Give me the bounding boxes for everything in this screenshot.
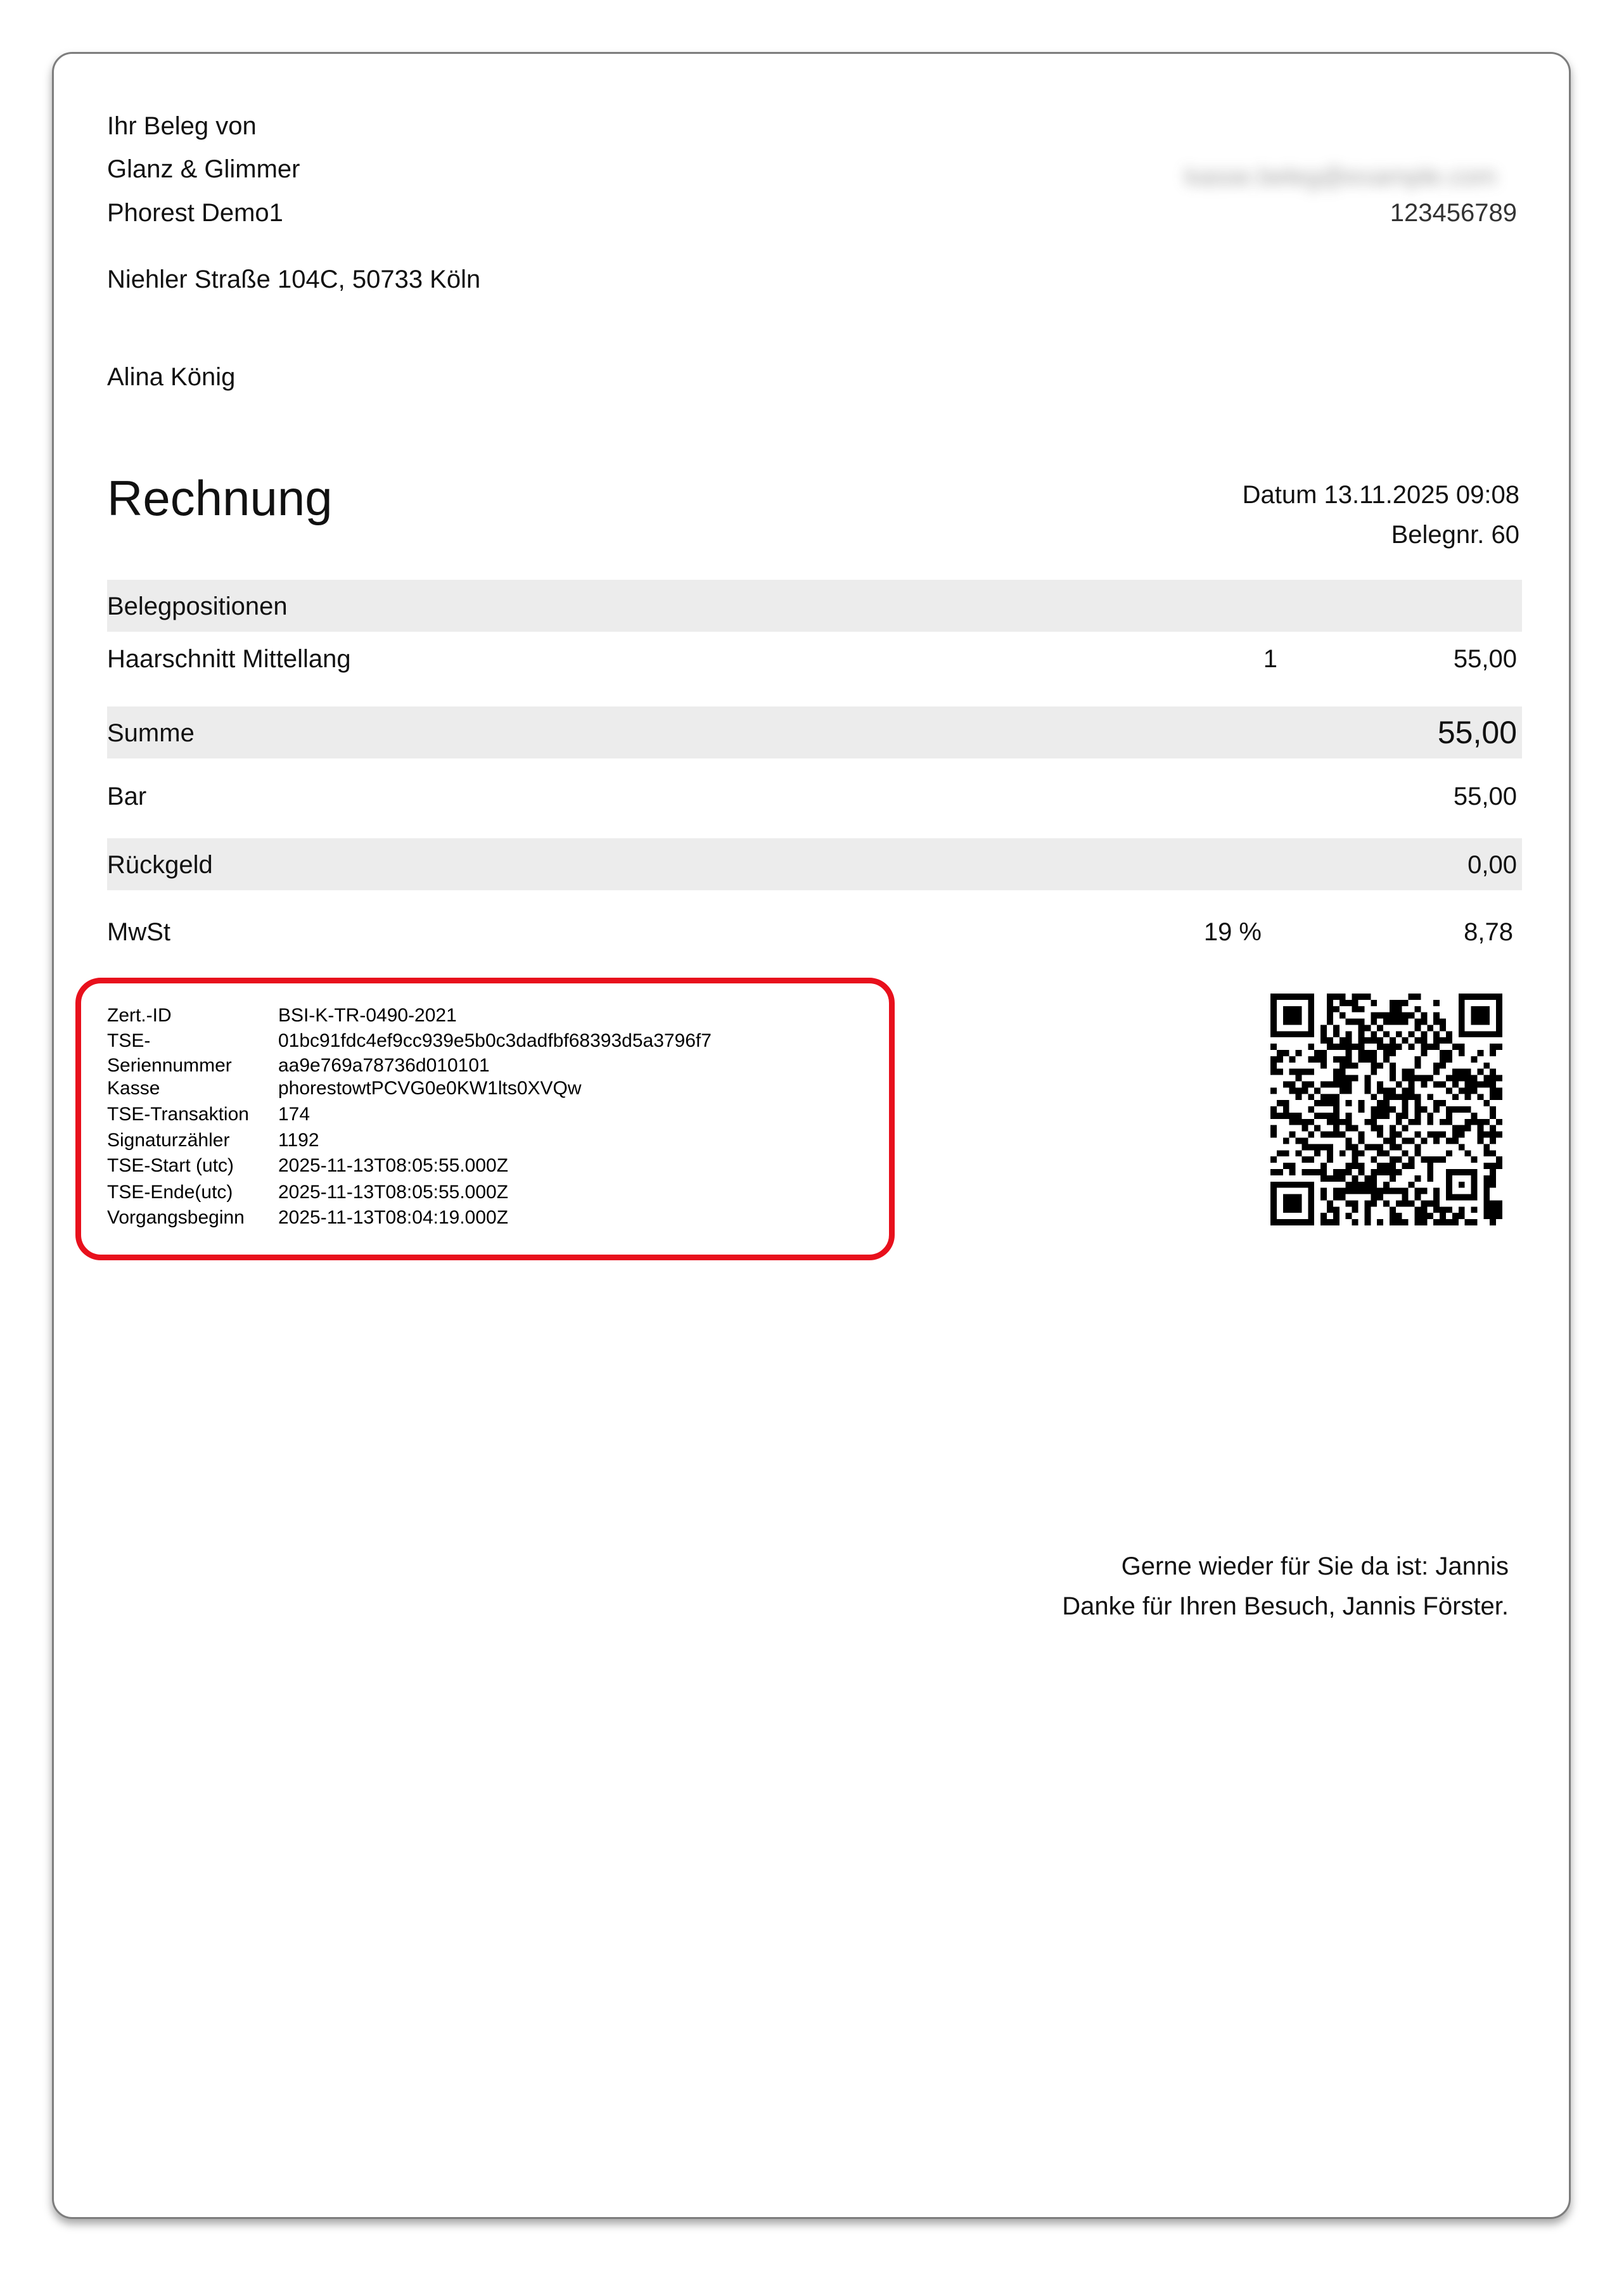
sum-band [107,706,1522,758]
tse-value: 2025-11-13T08:04:19.000Z [278,1207,509,1228]
item-name: Haarschnitt Mittellang [107,645,351,673]
footer-line-1: Gerne wieder für Sie da ist: Jannis [1121,1552,1509,1580]
change-label: Rückgeld [107,851,213,879]
cash-label: Bar [107,783,147,810]
footer-line-2: Danke für Ihren Besuch, Jannis Förster. [1062,1592,1509,1620]
tse-label: Signaturzähler [107,1130,230,1151]
vat-rate: 19 % [1203,918,1262,946]
cash-value: 55,00 [1453,783,1517,810]
vat-label: MwSt [107,918,170,946]
tse-label: TSE- [107,1030,151,1051]
tse-label: Vorgangsbeginn [107,1207,245,1228]
invoice-date: Datum 13.11.2025 09:08 [1242,481,1519,509]
vat-value: 8,78 [1464,918,1513,946]
receipt-number: Belegnr. 60 [1391,521,1519,549]
business-address: Niehler Straße 104C, 50733 Köln [107,265,481,293]
tse-value: 1192 [278,1130,319,1151]
tse-label: Kasse [107,1078,160,1099]
tse-label: Seriennummer [107,1055,232,1076]
tse-value: 2025-11-13T08:05:55.000Z [278,1155,509,1176]
change-value: 0,00 [1467,851,1517,879]
tse-label: TSE-Transaktion [107,1104,249,1125]
tse-value: 174 [278,1104,310,1125]
tse-value: phorestowtPCVG0e0KW1lts0XVQw [278,1078,582,1099]
tse-value: 2025-11-13T08:05:55.000Z [278,1182,509,1203]
receipt-intro: Ihr Beleg von [107,112,257,140]
tse-value: aa9e769a78736d010101 [278,1055,490,1076]
qr-code-icon [1270,994,1502,1225]
customer-name: Alina König [107,363,236,391]
tse-label: TSE-Ende(utc) [107,1182,233,1203]
invoice-title: Rechnung [107,470,333,526]
tse-value: BSI-K-TR-0490-2021 [278,1005,457,1026]
location-name: Phorest Demo1 [107,199,283,227]
email-blurred: kasse.beleg@example.com [1185,163,1497,191]
tse-label: Zert.-ID [107,1005,172,1026]
tse-label: TSE-Start (utc) [107,1155,234,1176]
sum-value: 55,00 [1437,715,1517,750]
item-amount: 55,00 [1453,645,1517,673]
change-band [107,838,1522,890]
receipt-page [52,52,1571,2219]
item-qty: 1 [1263,645,1277,673]
positions-header-band [107,580,1522,632]
sum-label: Summe [107,719,195,747]
tse-value: 01bc91fdc4ef9cc939e5b0c3dadfbf68393d5a3796f7 [278,1030,712,1051]
tax-number: 123456789 [1390,199,1517,227]
business-name: Glanz & Glimmer [107,155,300,183]
positions-header: Belegpositionen [107,592,288,620]
